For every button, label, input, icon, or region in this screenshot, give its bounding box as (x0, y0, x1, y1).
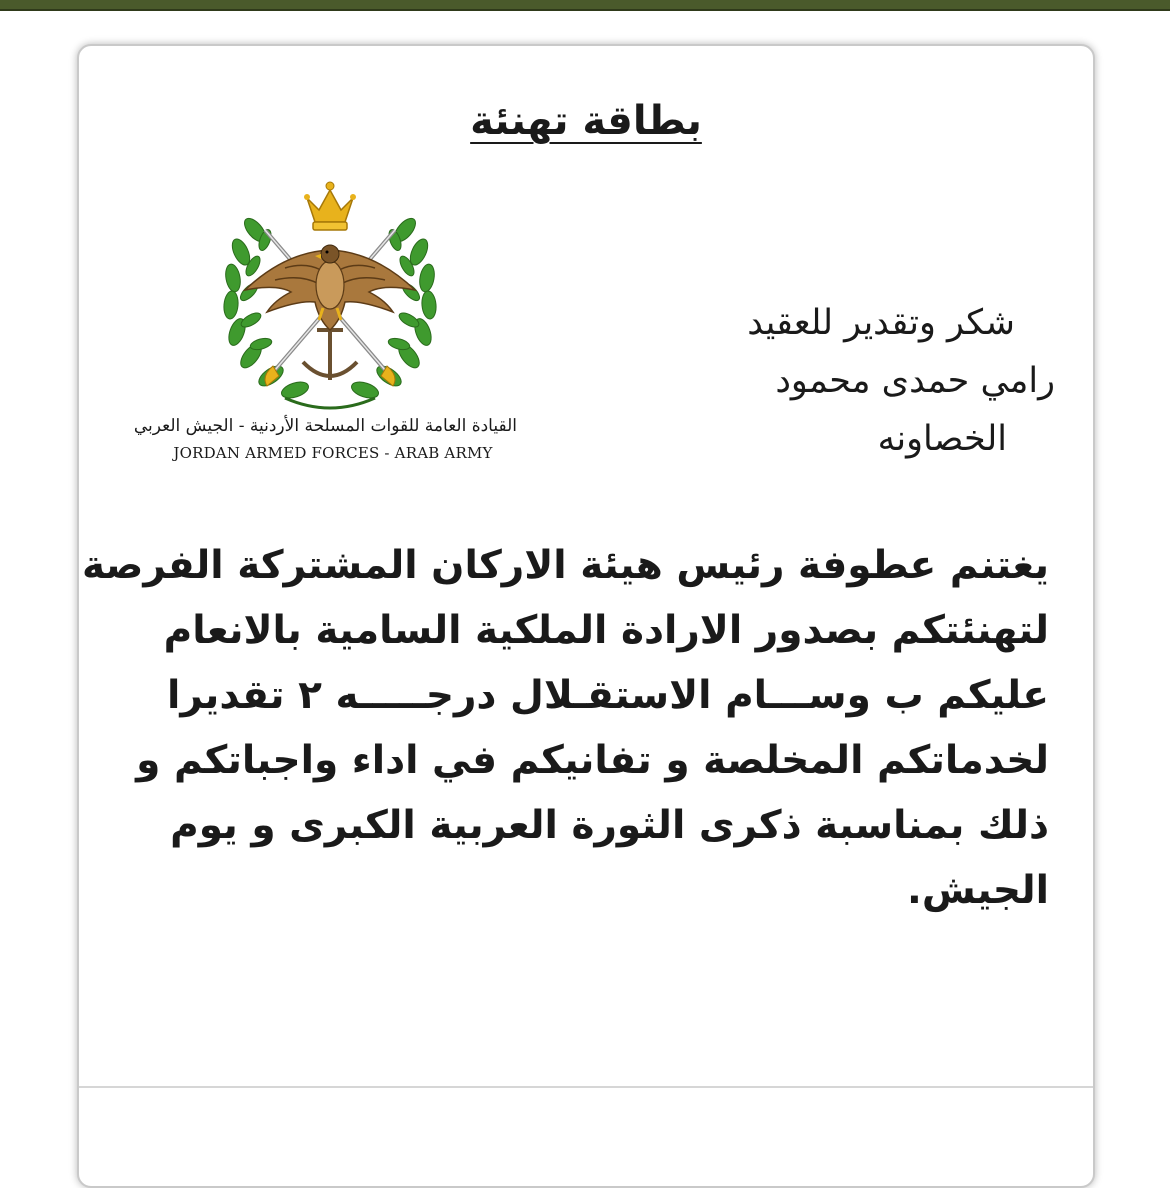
message-body (81, 533, 1049, 923)
congratulation-card (77, 44, 1095, 1188)
eagle-icon (245, 245, 415, 330)
crown-icon (304, 182, 356, 230)
message-line: يغتنم عطوفة رئيس هيئة الاركان المشتركة الفرصة (81, 543, 1049, 588)
logo-english-caption: JORDAN ARMED FORCES - ARAB ARMY (173, 444, 493, 462)
jordan-armed-forces-emblem-icon (215, 180, 445, 418)
top-bar (0, 0, 1170, 11)
message-line: ذلك بمناسبة ذكرى الثورة العربية الكبرى و يوم (170, 803, 1049, 848)
recipient-line: الخصاونه (877, 419, 1007, 459)
recipient-block (659, 294, 1055, 468)
card-title (79, 98, 1093, 144)
message-line: لخدماتكم المخلصة و تفانيكم في اداء واجباتكم و (136, 738, 1049, 783)
recipient-line: شكر وتقدير للعقيد (747, 303, 1015, 343)
message-line: عليكم ب وســـام الاستقـلال درجـــــه ٢ تقديرا (167, 673, 1049, 718)
card-title-text: بطاقة تهنئة (470, 98, 702, 144)
logo-arabic-caption: القيادة العامة للقوات المسلحة الأردنية - الجيش العربي (133, 416, 517, 436)
wreath-base-icon (285, 398, 375, 408)
recipient-line: رامي حمدى محمود (775, 361, 1055, 401)
message-line: لتهنئتكم بصدور الارادة الملكية السامية بالانعام (163, 608, 1049, 653)
message-line: الجيش. (907, 868, 1049, 913)
card-divider (79, 1086, 1093, 1088)
